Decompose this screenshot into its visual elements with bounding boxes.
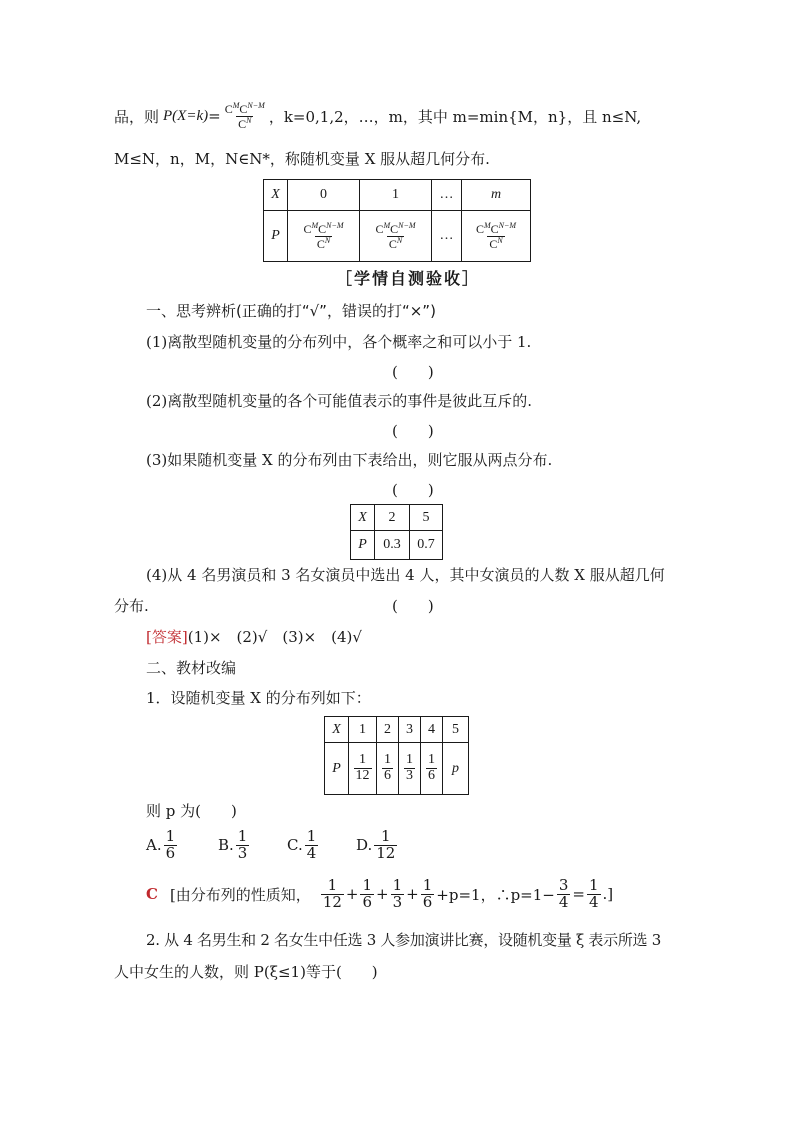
table-cell: $\frac{1}{12}$ bbox=[349, 743, 377, 795]
k-values-text: ，k=0,1,2，…，m，其中 m=min{M，n}，且 n≤N, bbox=[268, 107, 642, 126]
table-cell: X bbox=[351, 505, 375, 531]
part2-heading: 二、教材改编 bbox=[146, 659, 237, 677]
answer-paren-3: ( ) bbox=[392, 481, 434, 499]
table-cell: 5 bbox=[443, 717, 469, 743]
table-cell: $\frac{C^MC^{N-M}}{C^N}$ bbox=[288, 211, 360, 262]
part2-question-2-line-1: 2. 从 4 名男生和 2 名女生中任选 3 人参加演讲比赛，设随机变量 ξ 表示所选 3 bbox=[146, 931, 661, 949]
table-cell: 4 bbox=[421, 717, 443, 743]
part1-heading: 一、思考辨析(正确的打“√”，错误的打“×”) bbox=[146, 302, 436, 320]
table-cell: 5 bbox=[410, 505, 443, 531]
option-d[interactable]: D. $\frac{1}{12}$ bbox=[356, 827, 396, 862]
hypergeom-fraction: $\frac{C^MC^{N-M}}{C^N}$ bbox=[224, 100, 265, 131]
answer-text: (1)× (2)√ (3)× (4)√ bbox=[187, 628, 362, 646]
table-header-cell: X bbox=[264, 180, 288, 211]
table-cell: $\frac{1}{3}$ bbox=[399, 743, 421, 795]
question-4-line-2: 分布. bbox=[114, 597, 149, 615]
hypergeometric-table bbox=[263, 179, 531, 262]
part2-ask: 则 p 为( ) bbox=[146, 802, 237, 820]
solution-letter: C bbox=[146, 885, 158, 904]
table-cell: … bbox=[432, 211, 462, 262]
question-3: (3)如果随机变量 X 的分布列由下表给出，则它服从两点分布. bbox=[146, 451, 553, 469]
part2-question-2-line-2: 人中女生的人数，则 P(ξ≤1)等于( ) bbox=[114, 963, 378, 981]
intro-prefix: 品，则 bbox=[114, 107, 160, 126]
question-4-line-1: (4)从 4 名男演员和 3 名女演员中选出 4 人，其中女演员的人数 X 服从超几何 bbox=[146, 566, 665, 584]
intro-line-2: M≤N，n，M，N∈N*，称随机变量 X 服从超几何分布. bbox=[114, 150, 490, 168]
table-cell: $\frac{1}{6}$ bbox=[421, 743, 443, 795]
solution-line: C [由分布列的性质知， $\frac{1}{12}$ + $\frac{1}{6}$ + $\frac{1}{3}$ + $\frac{1}{6}$ +p=1，∴p=1− $\frac{3}{4}$ = $\frac{1}{4}$ .] bbox=[146, 876, 614, 911]
option-b[interactable]: B. $\frac{1}{3}$ bbox=[218, 827, 248, 862]
table-header-cell: … bbox=[432, 180, 462, 211]
table-cell: 2 bbox=[377, 717, 399, 743]
distribution-table bbox=[324, 716, 469, 795]
answer-line bbox=[146, 626, 362, 647]
solution-middle: +p=1，∴p=1− bbox=[436, 885, 555, 904]
table-header-cell: 0 bbox=[288, 180, 360, 211]
table-cell: $\frac{C^MC^{N-M}}{C^N}$ bbox=[462, 211, 531, 262]
two-point-table bbox=[350, 504, 443, 560]
table-cell: P bbox=[351, 531, 375, 560]
answer-tag: [答案] bbox=[146, 628, 188, 646]
table-cell: 0.7 bbox=[410, 531, 443, 560]
table-header-cell: m bbox=[462, 180, 531, 211]
table-cell: $\frac{1}{6}$ bbox=[377, 743, 399, 795]
part2-question-1: 1．设随机变量 X 的分布列如下： bbox=[146, 689, 371, 707]
table-row-label: P bbox=[264, 211, 288, 262]
solution-prefix: [由分布列的性质知， bbox=[169, 885, 311, 904]
question-1: (1)离散型随机变量的分布列中，各个概率之和可以小于 1. bbox=[146, 333, 532, 351]
table-header-cell: 1 bbox=[360, 180, 432, 211]
table-cell: X bbox=[325, 717, 349, 743]
table-cell: P bbox=[325, 743, 349, 795]
question-2: (2)离散型随机变量的各个可能值表示的事件是彼此互斥的. bbox=[146, 392, 533, 410]
table-cell: $\frac{C^MC^{N-M}}{C^N}$ bbox=[360, 211, 432, 262]
table-cell: 0.3 bbox=[375, 531, 410, 560]
prob-expression: P(X=k) bbox=[163, 107, 209, 124]
section-title: ［学情自测验收］ bbox=[336, 269, 481, 288]
equals-sign: = bbox=[208, 107, 221, 125]
table-cell: 2 bbox=[375, 505, 410, 531]
option-c[interactable]: C. $\frac{1}{4}$ bbox=[287, 827, 317, 862]
table-cell: p bbox=[443, 743, 469, 795]
table-cell: 1 bbox=[349, 717, 377, 743]
answer-paren-1: ( ) bbox=[392, 363, 434, 381]
table-cell: 3 bbox=[399, 717, 421, 743]
option-a[interactable]: A. $\frac{1}{6}$ bbox=[146, 827, 176, 862]
answer-paren-4: ( ) bbox=[392, 597, 434, 615]
answer-paren-2: ( ) bbox=[392, 422, 434, 440]
intro-line-1 bbox=[114, 96, 641, 136]
